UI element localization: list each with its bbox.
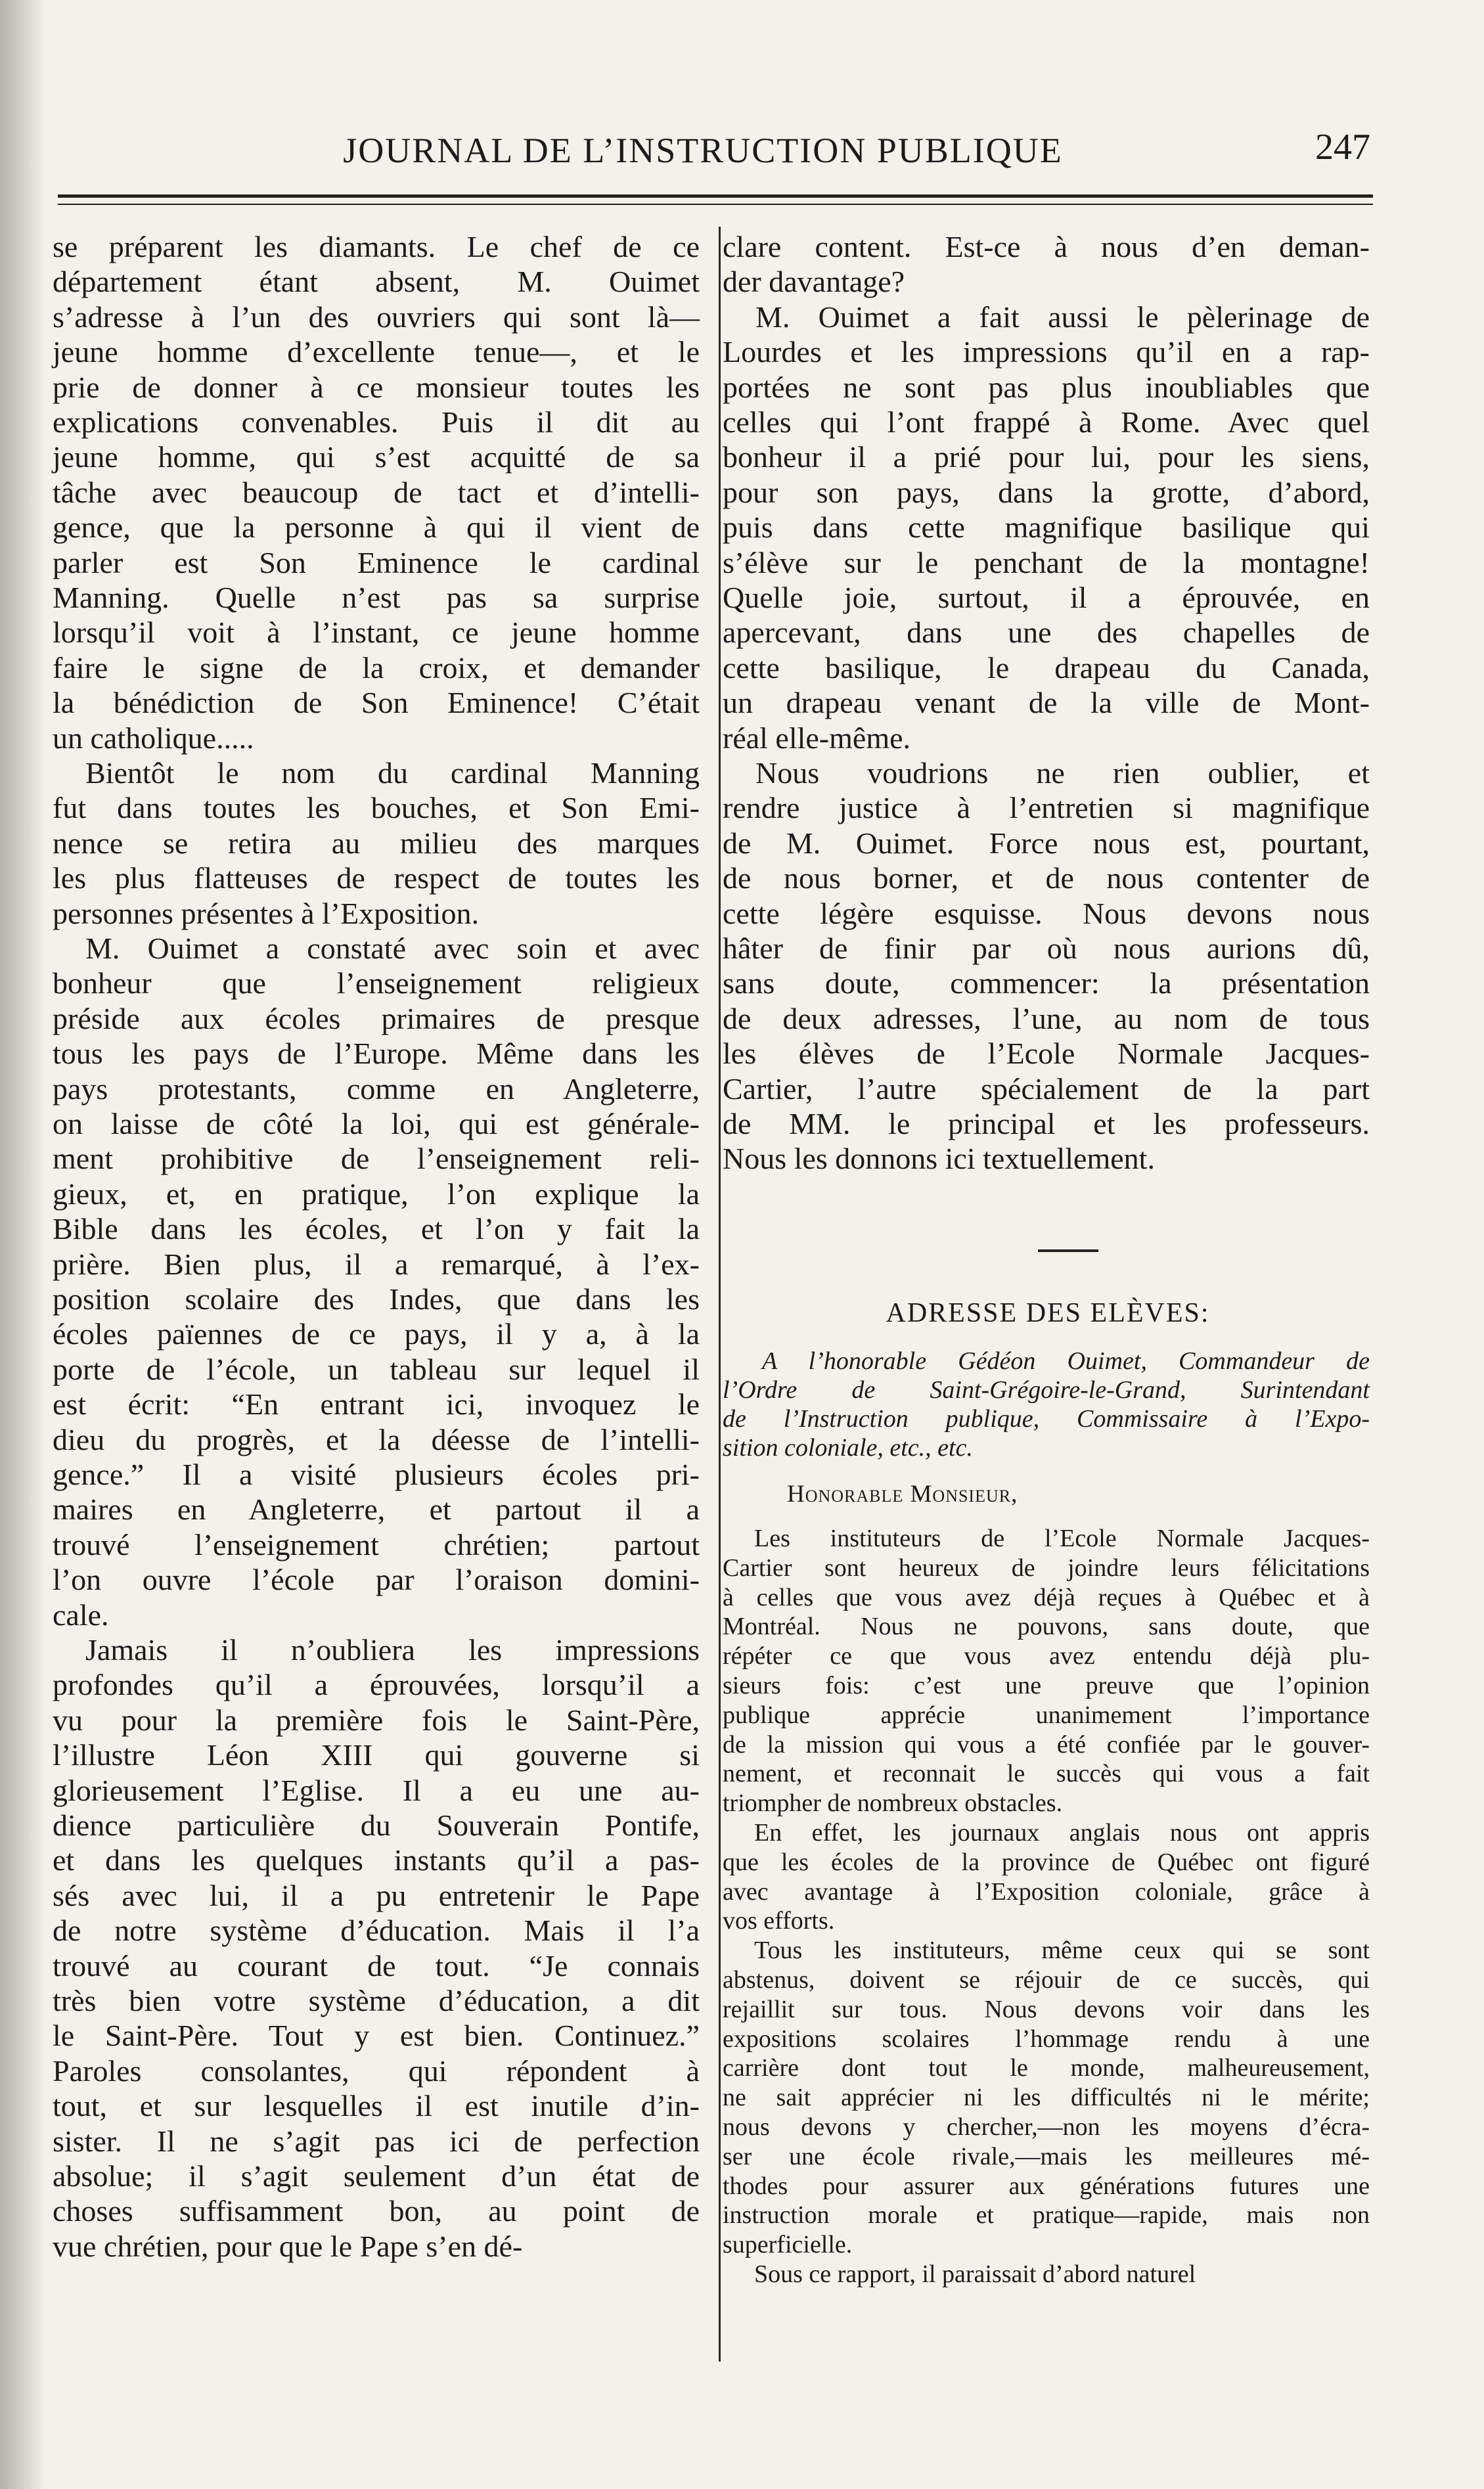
left-column-line: cale. xyxy=(53,1598,109,1632)
running-header-title: JOURNAL DE L’INSTRUCTION PUBLIQUE xyxy=(343,131,1063,170)
left-column-line: département étant absent, M. Ouimet xyxy=(53,265,700,299)
left-column-line: lorsqu’il voit à l’instant, ce jeune homme xyxy=(53,616,700,650)
right-column-line: Quelle joie, surtout, il a éprouvée, en xyxy=(723,581,1370,614)
header-rule-thick xyxy=(58,194,1373,198)
left-column-line: porte de l’école, un tableau sur lequel il xyxy=(53,1352,700,1386)
left-column-line: explications convenables. Puis il dit au xyxy=(53,405,700,439)
left-column-line: parler est Son Eminence le cardinal xyxy=(53,545,700,579)
left-column-line: Paroles consolantes, qui répondent à xyxy=(53,2053,700,2088)
left-column-line: trouvé au courant de tout. “Je connais xyxy=(53,1948,700,1983)
left-column-line: sés avec lui, il a pu entretenir le Pape xyxy=(53,1878,700,1912)
left-column-line: l’illustre Léon XIII qui gouverne si xyxy=(53,1738,700,1772)
address-body-line: ne sait apprécier ni les difficultés ni le mérite; xyxy=(723,2084,1370,2112)
left-column-line: glorieusement l’Eglise. Il a eu une au- xyxy=(53,1773,700,1807)
left-column-line: jeune homme d’excellente tenue—, et le xyxy=(53,335,700,369)
right-column-line: M. Ouimet a fait aussi le pèlerinage de xyxy=(755,300,1370,334)
right-column-line: de nous borner, et de nous contenter de xyxy=(723,861,1370,895)
address-body-line: ser une école rivale,—mais les meilleures mé- xyxy=(723,2142,1370,2170)
left-column-line: dience particulière du Souverain Pontife, xyxy=(53,1808,700,1842)
left-column-line: jeune homme, qui s’est acquitté de sa xyxy=(53,440,700,474)
left-column-line: préside aux écoles primaires de presque xyxy=(53,1001,700,1035)
left-column-line: position scolaire des Indes, que dans les xyxy=(53,1282,700,1316)
left-column-line: choses suffisamment bon, au point de xyxy=(53,2194,700,2228)
right-column-line: réal elle-même. xyxy=(723,721,911,755)
right-column-line: les élèves de l’Ecole Normale Jacques- xyxy=(723,1037,1370,1071)
left-column-line: tout, et sur lesquelles il est inutile d’in- xyxy=(53,2089,700,2123)
dedication-line: l’Ordre de Saint-Grégoire-le-Grand, Surintendant xyxy=(723,1376,1370,1404)
address-body-line: superficielle. xyxy=(723,2231,853,2259)
address-body-line: nement, et reconnait le succès qui vous a fait xyxy=(723,1760,1370,1788)
left-column-line: prière. Bien plus, il a remarqué, à l’ex- xyxy=(53,1247,700,1281)
left-column-line: prie de donner à ce monsieur toutes les xyxy=(53,370,700,404)
left-column-line: profondes qu’il a éprouvées, lorsqu’il a xyxy=(53,1668,700,1702)
right-column-line: Lourdes et les impressions qu’il en a rap- xyxy=(723,335,1370,369)
address-body-line: Sous ce rapport, il paraissait d’abord naturel xyxy=(754,2260,1196,2288)
dedication-line: de l’Instruction publique, Commissaire à l’Expo- xyxy=(723,1405,1370,1433)
header-rule-thin xyxy=(58,204,1373,205)
left-column-line: faire le signe de la croix, et demander xyxy=(53,650,700,684)
address-body-line: En effet, les journaux anglais nous ont appris xyxy=(754,1819,1370,1847)
left-column-line: nence se retira au milieu des marques xyxy=(53,826,700,860)
right-column-line: s’élève sur le penchant de la montagne! xyxy=(723,545,1370,579)
left-column-line: on laisse de côté la loi, qui est générale- xyxy=(53,1107,700,1140)
address-body-line: avec avantage à l’Exposition coloniale, grâce à xyxy=(723,1877,1370,1906)
right-column-line: apercevant, dans une des chapelles de xyxy=(723,616,1370,650)
left-column-line: gieux, et, en pratique, l’on explique la xyxy=(53,1177,700,1211)
left-column-line: maires en Angleterre, et partout il a xyxy=(53,1492,700,1527)
address-body-line: abstenus, doivent se réjouir de ce succès, qui xyxy=(723,1966,1370,1994)
right-column-line: Cartier, l’autre spécialement de la part xyxy=(723,1071,1370,1106)
left-column-line: gence, que la personne à qui il vient de xyxy=(53,510,700,545)
left-column-line: Bientôt le nom du cardinal Manning xyxy=(85,756,700,790)
right-column-line: sans doute, commencer: la présentation xyxy=(723,966,1370,1000)
section-separator-rule xyxy=(1038,1249,1098,1252)
left-column-line: un catholique..... xyxy=(53,721,254,755)
right-column-line: de MM. le principal et les professeurs. xyxy=(723,1107,1370,1140)
right-column-line: celles qui l’ont frappé à Rome. Avec quel xyxy=(723,405,1370,439)
address-body-line: vos efforts. xyxy=(723,1907,835,1935)
address-body-line: répéter ce que vous avez entendu déjà plu- xyxy=(723,1642,1370,1671)
right-column-line: cette basilique, le drapeau du Canada, xyxy=(723,650,1370,684)
left-column-line: gence.” Il a visité plusieurs écoles pri- xyxy=(53,1458,700,1491)
left-column-line: s’adresse à l’un des ouvriers qui sont là— xyxy=(53,300,700,334)
right-column-line: hâter de finir par où nous aurions dû, xyxy=(723,931,1370,965)
right-column-line: de deux adresses, l’une, au nom de tous xyxy=(723,1001,1370,1035)
right-column-line: clare content. Est-ce à nous d’en deman- xyxy=(723,230,1370,263)
left-column-line: M. Ouimet a constaté avec soin et avec xyxy=(85,931,700,965)
right-column-line: puis dans cette magnifique basilique qui xyxy=(723,510,1370,545)
dedication-line: sition coloniale, etc., etc. xyxy=(723,1434,973,1462)
left-column-line: sister. Il ne s’agit pas ici de perfection xyxy=(53,2124,700,2158)
left-column-line: bonheur que l’enseignement religieux xyxy=(53,966,700,1000)
address-body-line: expositions scolaires l’hommage rendu à une xyxy=(723,2025,1370,2053)
left-column-line: tâche avec beaucoup de tact et d’intelli- xyxy=(53,475,700,509)
left-column-line: vu pour la première fois le Saint-Père, xyxy=(53,1703,700,1737)
left-column-line: pays protestants, comme en Angleterre, xyxy=(53,1071,700,1106)
left-column-line: Manning. Quelle n’est pas sa surprise xyxy=(53,581,700,614)
address-body-line: publique apprécie unanimement l’importance xyxy=(723,1701,1370,1729)
right-column-line: cette légère esquisse. Nous devons nous xyxy=(723,896,1370,930)
right-column-line: de M. Ouimet. Force nous est, pourtant, xyxy=(723,826,1370,860)
left-column-line: l’on ouvre l’école par l’oraison domini- xyxy=(53,1563,700,1597)
right-column-line: rendre justice à l’entretien si magnifique xyxy=(723,791,1370,825)
address-body-line: rejaillit sur tous. Nous devons voir dans les xyxy=(723,1995,1370,2023)
address-body-line: que les écoles de la province de Québec ont figuré xyxy=(723,1848,1370,1876)
right-column-line: pour son pays, dans la grotte, d’abord, xyxy=(723,475,1370,509)
left-column-line: Jamais il n’oubliera les impressions xyxy=(85,1633,700,1667)
left-column-line: ment prohibitive de l’enseignement reli- xyxy=(53,1142,700,1176)
left-column-line: fut dans toutes les bouches, et Son Emi- xyxy=(53,791,700,825)
address-body-line: Montréal. Nous ne pouvons, sans doute, que xyxy=(723,1613,1370,1641)
right-column-line: bonheur il a prié pour lui, pour les siens, xyxy=(723,440,1370,474)
left-column-line: les plus flatteuses de respect de toutes les xyxy=(53,861,700,895)
left-column-line: et dans les quelques instants qu’il a pas- xyxy=(53,1843,700,1877)
address-body-line: Cartier sont heureux de joindre leurs félicitations xyxy=(723,1554,1370,1582)
address-body-line: sieurs fois: c’est une preuve que l’opinion xyxy=(723,1672,1370,1699)
right-column-line: Nous les donnons ici textuellement. xyxy=(723,1142,1155,1176)
address-body-line: instruction morale et pratique—rapide, mais non xyxy=(723,2201,1370,2230)
address-heading: ADRESSE DES ELÈVES: xyxy=(886,1298,1210,1328)
column-divider xyxy=(719,227,721,2362)
address-body-line: à celles que vous avez déjà reçues à Québec et à xyxy=(723,1583,1370,1611)
left-column-line: écoles païennes de ce pays, il y a, à la xyxy=(53,1317,700,1351)
address-body-line: thodes pour assurer aux générations futures une xyxy=(723,2172,1370,2200)
left-column-line: dieu du progrès, et la déesse de l’intelli- xyxy=(53,1422,700,1456)
page-number: 247 xyxy=(1315,127,1370,168)
address-body-line: triompher de nombreux obstacles. xyxy=(723,1789,1063,1818)
left-column-line: le Saint-Père. Tout y est bien. Continuez.” xyxy=(53,2019,700,2053)
address-body-line: Les instituteurs de l’Ecole Normale Jacques- xyxy=(754,1525,1370,1552)
address-body-line: de la mission qui vous a été confiée par le gouver- xyxy=(723,1730,1370,1759)
left-column-line: vue chrétien, pour que le Pape s’en dé- xyxy=(53,2229,523,2263)
page-edge-shadow xyxy=(0,0,46,2489)
right-column-line: portées ne sont pas plus inoubliables que xyxy=(723,370,1370,404)
left-column-line: de notre système d’éducation. Mais il l’a xyxy=(53,1914,700,1948)
address-salutation: Honorable Monsieur, xyxy=(787,1481,1018,1508)
left-column-line: absolue; il s’agit seulement d’un état de xyxy=(53,2159,700,2193)
right-column-line: Nous voudrions ne rien oublier, et xyxy=(755,756,1370,790)
right-column-line: un drapeau venant de la ville de Mont- xyxy=(723,686,1370,720)
address-body-line: carrière dont tout le monde, malheureusement, xyxy=(723,2054,1370,2082)
left-column-line: trouvé l’enseignement chrétien; partout xyxy=(53,1527,700,1561)
left-column-line: personnes présentes à l’Exposition. xyxy=(53,896,479,930)
left-column-line: tous les pays de l’Europe. Même dans les xyxy=(53,1037,700,1071)
address-body-line: Tous les instituteurs, même ceux qui se sont xyxy=(754,1937,1370,1965)
address-body-line: nous devons y chercher,—non les moyens d’écra- xyxy=(723,2113,1370,2141)
dedication-line: A l’honorable Gédéon Ouimet, Commandeur de xyxy=(762,1347,1370,1375)
left-column-line: la bénédiction de Son Eminence! C’était xyxy=(53,686,700,720)
left-column-line: est écrit: “En entrant ici, invoquez le xyxy=(53,1387,700,1422)
left-column-line: très bien votre système d’éducation, a dit xyxy=(53,1984,700,2017)
right-column-line: der davantage? xyxy=(723,265,905,299)
left-column-line: Bible dans les écoles, et l’on y fait la xyxy=(53,1212,700,1246)
left-column-line: se préparent les diamants. Le chef de ce xyxy=(53,230,700,263)
